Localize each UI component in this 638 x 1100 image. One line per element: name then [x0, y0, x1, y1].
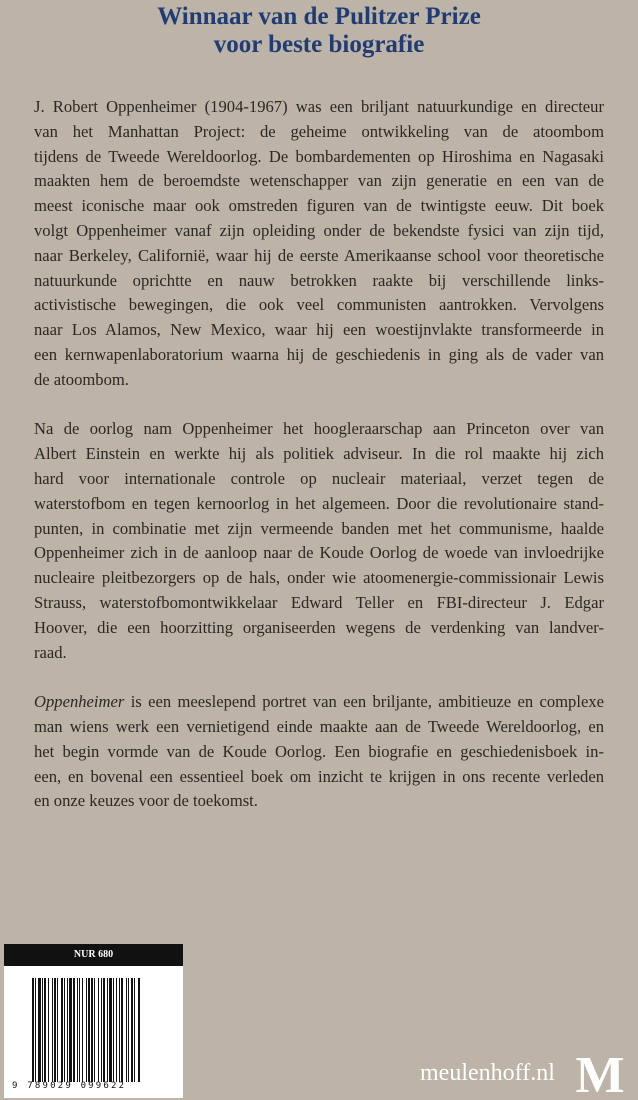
- nur-code: NUR 680: [4, 944, 183, 966]
- text-line: activistische bewegingen, die ook veel communisten aantrokken. Vervolgens: [34, 295, 604, 315]
- paragraph-3: [34, 690, 604, 814]
- text-line: een, en bovenal een essentieel boek om inzicht te krijgen in ons recente verleden: [34, 766, 604, 786]
- text-line: volgt Oppenheimer vanaf zijn opleiding onder de bekendste fysici van zijn tijd,: [34, 220, 604, 240]
- text-line: en onze keuzes voor de toekomst.: [34, 791, 258, 811]
- text-line: natuurkunde oprichtte en nauw betrokken raakte bij verschillende links-: [34, 270, 604, 290]
- isbn-digits: 9 789029 099622: [12, 1081, 127, 1091]
- text-line: maakten hem de beroemdste wetenschapper van zijn generatie en een van de: [34, 171, 604, 191]
- text-line: Hoover, die een hoorzitting organiseerden wegens de verdenking van landver-: [34, 617, 604, 637]
- text-line: Strauss, waterstofbomontwikkelaar Edward Teller en FBI-directeur J. Edgar: [34, 592, 604, 612]
- text-fragment: is een meeslepend portret van een briljante, ambitieuze en complexe: [124, 692, 604, 712]
- text-line: [34, 690, 604, 715]
- blurb: [34, 95, 604, 839]
- paragraph-2: [34, 417, 604, 665]
- text-line: van het Manhattan Project: de geheime ontwikkeling van de atoombom: [34, 121, 604, 141]
- svg-text:M: M: [575, 1050, 625, 1096]
- text-line: Oppenheimer zich in de aanloop naar de Koude Oorlog de woede van invloedrijke: [34, 543, 604, 563]
- heading-line-2: voor beste biografie: [213, 31, 425, 58]
- text-line: Na de oorlog nam Oppenheimer het hoogleraarschap aan Princeton over van: [34, 419, 604, 439]
- text-line: meest iconische maar ook omstreden figuren van de twintigste eeuw. Dit boek: [34, 196, 604, 216]
- barcode-icon: [32, 978, 177, 1082]
- text-line: punten, in combinatie met zijn vermeende banden met het communisme, haalde: [34, 518, 604, 538]
- heading-line-1: Winnaar van de Pulitzer Prize: [157, 3, 481, 30]
- text-line: naar Los Alamos, New Mexico, waar hij een woestijnvlakte transformeerde in: [34, 320, 604, 340]
- text-line: man wiens werk een vernietigend einde maakte aan de Tweede Wereldoorlog, en: [34, 716, 604, 736]
- publisher-logo-icon: [575, 1050, 625, 1096]
- heading: [0, 3, 638, 59]
- book-title: Oppenheimer: [34, 692, 125, 712]
- text-line: J. Robert Oppenheimer (1904-1967) was een briljant natuurkundige en directeur: [34, 97, 604, 116]
- text-line: een kernwapenlaboratorium waarna hij de geschiedenis in ging als de vader van: [34, 344, 604, 364]
- text-line: raad.: [34, 642, 67, 662]
- text-line: nucleaire pleitbezorgers op de hals, onder wie atoomenergie-commissionair Lewis: [34, 568, 604, 588]
- paragraph-1: [34, 95, 604, 393]
- text-line: hard voor internationale controle op nucleair materiaal, verzet tegen de: [34, 468, 604, 488]
- barcode-label: [4, 944, 183, 1098]
- text-line: het begin vormde van de Koude Oorlog. Een biografie en geschiedenisboek in-: [34, 741, 604, 761]
- text-line: de atoombom.: [34, 369, 129, 389]
- text-line: tijdens de Tweede Wereldoorlog. De bombardementen op Hiroshima en Nagasaki: [34, 146, 604, 166]
- text-line: naar Berkeley, Californië, waar hij de eerste Amerikaanse school voor theoretische: [34, 245, 604, 265]
- publisher-url: meulenhoff.nl: [420, 1060, 555, 1086]
- text-line: Albert Einstein en werkte hij als politiek adviseur. In die rol maakte hij zich: [34, 444, 604, 464]
- text-line: waterstofbom en tegen kernoorlog in het algemeen. Door die revolutionaire stand-: [34, 493, 604, 513]
